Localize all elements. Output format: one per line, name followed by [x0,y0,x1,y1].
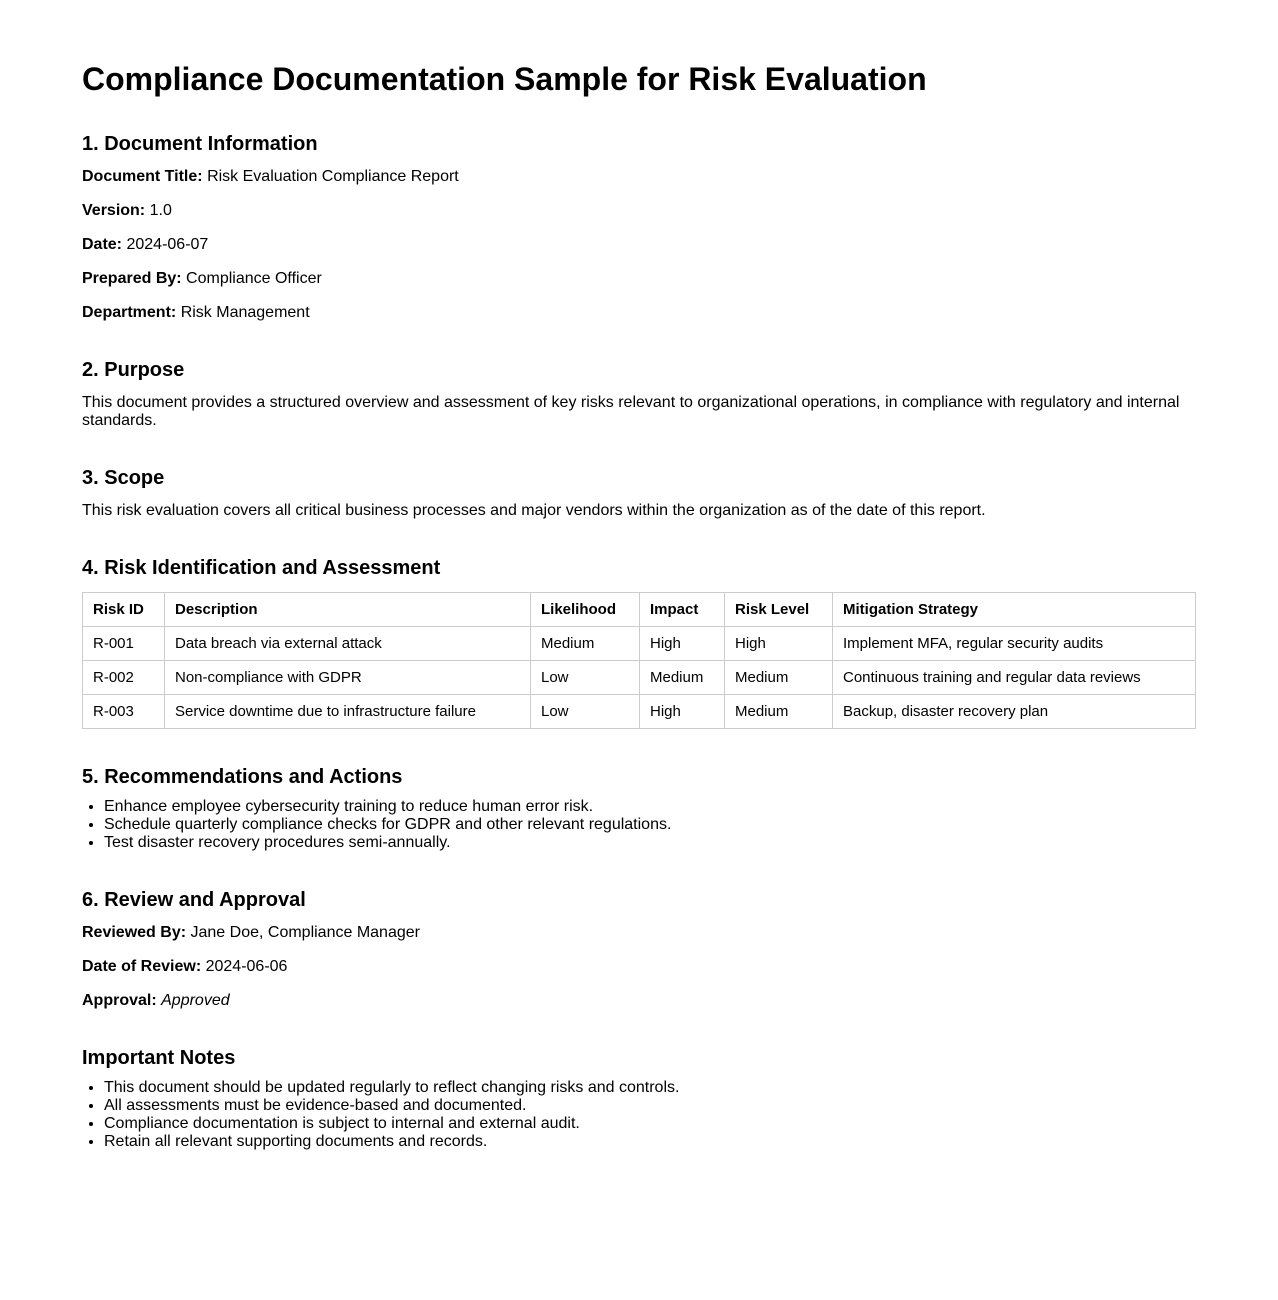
cell-mitigation: Continuous training and regular data reviews [833,661,1196,695]
cell-description: Data breach via external attack [165,627,531,661]
column-header-impact: Impact [640,593,725,627]
cell-risk-id: R-001 [83,627,165,661]
field-version [82,202,1196,220]
field-prepared-by [82,270,1196,288]
cell-risk-id: R-003 [83,695,165,729]
field-document-title [82,168,1196,186]
section-heading-purpose: 2. Purpose [82,359,185,381]
cell-impact: High [640,627,725,661]
field-date [82,236,1196,254]
scope-text: This risk evaluation covers all critical business processes and major vendors within the organization as of the date of this report. [82,502,986,519]
review-fields [82,924,1196,1010]
field-reviewed-by [82,924,1196,942]
approval-status: Approved [161,992,230,1009]
list-item: • Schedule quarterly compliance checks for GDPR and other relevant regulations. [104,816,1196,834]
field-value: Compliance Officer [186,270,322,287]
cell-likelihood: Medium [531,627,640,661]
field-label: Department: [82,304,177,321]
page-title: Compliance Documentation Sample for Risk Evaluation [82,61,927,97]
section-heading-scope: 3. Scope [82,467,165,489]
column-header-description: Description [165,593,531,627]
column-header-mitigation-strategy: Mitigation Strategy [833,593,1196,627]
field-department [82,304,1196,322]
list-item: • Test disaster recovery procedures semi-annually. [104,834,1196,852]
cell-impact: Medium [640,661,725,695]
list-item: • Compliance documentation is subject to internal and external audit. [104,1115,1196,1133]
section-heading-risk-identification: 4. Risk Identification and Assessment [82,557,441,579]
field-label: Date of Review: [82,958,202,975]
list-item: • Enhance employee cybersecurity training to reduce human error risk. [104,798,1196,816]
table-row [83,661,1196,695]
field-value: 1.0 [149,202,172,219]
field-approval [82,992,1196,1010]
field-label: Reviewed By: [82,924,187,941]
list-item: • All assessments must be evidence-based and documented. [104,1097,1196,1115]
cell-risk-level: High [725,627,833,661]
cell-likelihood: Low [531,661,640,695]
risk-table [82,592,1196,729]
document-information-fields [82,168,1196,322]
column-header-likelihood: Likelihood [531,593,640,627]
field-value: 2024-06-07 [126,236,209,253]
field-value: 2024-06-06 [205,958,288,975]
cell-likelihood: Low [531,695,640,729]
cell-risk-level: Medium [725,695,833,729]
field-label: Document Title: [82,168,203,185]
section-heading-recommendations: 5. Recommendations and Actions [82,766,403,788]
table-header-row [83,593,1196,627]
field-date-of-review [82,958,1196,976]
section-heading-review-approval: 6. Review and Approval [82,889,306,911]
field-label: Date: [82,236,123,253]
cell-description: Service downtime due to infrastructure failure [165,695,531,729]
field-label: Version: [82,202,146,219]
notes-list [82,1079,1196,1151]
cell-risk-id: R-002 [83,661,165,695]
table-row [83,695,1196,729]
field-label: Prepared By: [82,270,182,287]
field-label: Approval: [82,992,157,1009]
field-value: Risk Management [180,304,310,321]
purpose-text: This document provides a structured overview and assessment of key risks relevant to organizational operations, in compliance with regulatory and internal standards. [82,394,1180,429]
list-item: • Retain all relevant supporting documents and records. [104,1133,1196,1151]
recommendations-list [82,798,1196,852]
column-header-risk-level: Risk Level [725,593,833,627]
cell-mitigation: Backup, disaster recovery plan [833,695,1196,729]
cell-impact: High [640,695,725,729]
list-item: • This document should be updated regularly to reflect changing risks and controls. [104,1079,1196,1097]
table-row [83,627,1196,661]
section-heading-document-information: 1. Document Information [82,133,318,155]
cell-description: Non-compliance with GDPR [165,661,531,695]
cell-mitigation: Implement MFA, regular security audits [833,627,1196,661]
section-heading-important-notes: Important Notes [82,1047,236,1069]
cell-risk-level: Medium [725,661,833,695]
field-value: Risk Evaluation Compliance Report [207,168,459,185]
field-value: Jane Doe, Compliance Manager [190,924,420,941]
column-header-risk-id: Risk ID [83,593,165,627]
